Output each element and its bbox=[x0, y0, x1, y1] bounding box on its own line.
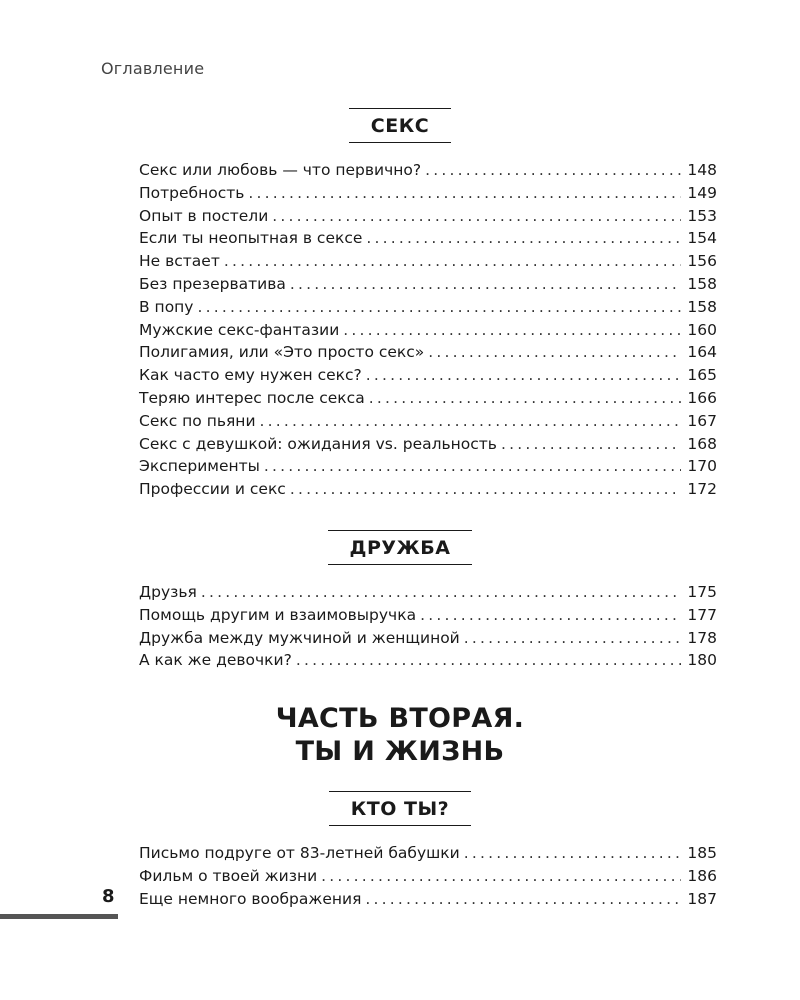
toc-list-friendship bbox=[139, 581, 717, 672]
dot-leader bbox=[290, 273, 681, 296]
dot-leader bbox=[365, 888, 681, 911]
toc-entry-title: Опыт в постели bbox=[139, 206, 269, 225]
dot-leader bbox=[369, 387, 681, 410]
part-title bbox=[0, 702, 800, 768]
toc-entry[interactable] bbox=[139, 842, 717, 865]
toc-entry-title: Секс по пьяни bbox=[139, 411, 256, 430]
dot-leader bbox=[425, 159, 681, 182]
dot-leader bbox=[248, 182, 681, 205]
toc-entry[interactable] bbox=[139, 604, 717, 627]
toc-entry[interactable] bbox=[139, 433, 717, 456]
toc-entry-page: 153 bbox=[687, 206, 717, 225]
toc-entry-title: Секс с девушкой: ожидания vs. реальность bbox=[139, 434, 497, 453]
toc-entry[interactable] bbox=[139, 478, 717, 501]
toc-entry[interactable] bbox=[139, 341, 717, 364]
toc-entry-title: Теряю интерес после секса bbox=[139, 388, 365, 407]
toc-entry[interactable] bbox=[139, 227, 717, 250]
toc-entry-page: 164 bbox=[687, 343, 717, 362]
dot-leader bbox=[260, 410, 681, 433]
toc-entry-title: Еще немного воображения bbox=[139, 889, 362, 908]
toc-entry-title: Помощь другим и взаимовыручка bbox=[139, 605, 417, 624]
page-number: 8 bbox=[102, 886, 115, 907]
dot-leader bbox=[366, 364, 681, 387]
dot-leader bbox=[343, 319, 681, 342]
toc-entry-page: 158 bbox=[687, 274, 717, 293]
toc-entry-page: 175 bbox=[687, 583, 717, 601]
toc-entry-title: Секс или любовь — что первично? bbox=[139, 161, 422, 179]
toc-entry[interactable] bbox=[139, 296, 717, 319]
toc-entry[interactable] bbox=[139, 319, 717, 342]
section-heading-sex bbox=[0, 108, 800, 143]
toc-entry-page: 156 bbox=[687, 252, 717, 271]
toc-entry[interactable] bbox=[139, 182, 717, 205]
dot-leader bbox=[272, 205, 681, 228]
dot-leader bbox=[420, 604, 681, 627]
toc-entry-title: Письмо подруге от 83-летней бабушки bbox=[139, 844, 460, 862]
section-heading-friendship bbox=[0, 530, 800, 565]
toc-entry-page: 160 bbox=[687, 320, 717, 339]
section-heading-label: ДРУЖБА bbox=[328, 530, 473, 565]
dot-leader bbox=[264, 455, 681, 478]
section-heading-label: СЕКС bbox=[349, 108, 451, 143]
dot-leader bbox=[366, 227, 681, 250]
toc-entry[interactable] bbox=[139, 273, 717, 296]
toc-entry-page: 185 bbox=[687, 844, 717, 862]
toc-entry-title: Эксперименты bbox=[139, 457, 260, 476]
page-number-bar bbox=[0, 914, 118, 919]
toc-entry[interactable] bbox=[139, 159, 717, 182]
toc-entry-title: Если ты неопытная в сексе bbox=[139, 229, 363, 248]
toc-entry-title: Потребность bbox=[139, 183, 245, 202]
toc-entry-page: 168 bbox=[687, 434, 717, 453]
toc-entry-title: Мужские секс-фантазии bbox=[139, 320, 340, 339]
part-title-line1: ЧАСТЬ ВТОРАЯ. bbox=[275, 703, 525, 734]
toc-entry-title: А как же девочки? bbox=[139, 651, 292, 670]
toc-entry-page: 148 bbox=[687, 161, 717, 179]
toc-entry-title: Без презерватива bbox=[139, 274, 286, 293]
toc-entry[interactable] bbox=[139, 205, 717, 228]
dot-leader bbox=[201, 581, 681, 604]
toc-entry[interactable] bbox=[139, 649, 717, 672]
toc-entry-page: 180 bbox=[687, 651, 717, 670]
dot-leader bbox=[198, 296, 682, 319]
toc-entry[interactable] bbox=[139, 364, 717, 387]
section-heading-who-are-you bbox=[0, 791, 800, 826]
toc-entry-page: 172 bbox=[687, 480, 717, 499]
dot-leader bbox=[321, 865, 681, 888]
toc-entry-page: 166 bbox=[687, 388, 717, 407]
toc-entry[interactable] bbox=[139, 888, 717, 911]
toc-entry-page: 178 bbox=[687, 628, 717, 647]
toc-entry-title: Профессии и секс bbox=[139, 480, 286, 499]
toc-entry[interactable] bbox=[139, 865, 717, 888]
toc-entry[interactable] bbox=[139, 387, 717, 410]
toc-entry-title: Полигамия, или «Это просто секс» bbox=[139, 343, 425, 362]
toc-entry-title: Дружба между мужчиной и женщиной bbox=[139, 628, 460, 647]
toc-entry[interactable] bbox=[139, 627, 717, 650]
running-head: Оглавление bbox=[101, 59, 205, 78]
toc-list-who-are-you bbox=[139, 842, 717, 910]
toc-entry-page: 158 bbox=[687, 297, 717, 316]
toc-entry-title: Друзья bbox=[139, 583, 197, 601]
section-heading-label: КТО ТЫ? bbox=[329, 791, 471, 826]
dot-leader bbox=[501, 433, 681, 456]
dot-leader bbox=[464, 842, 681, 865]
dot-leader bbox=[290, 478, 681, 501]
toc-entry-page: 170 bbox=[687, 457, 717, 476]
dot-leader bbox=[428, 341, 681, 364]
toc-entry-title: Фильм о твоей жизни bbox=[139, 866, 318, 885]
toc-entry-page: 154 bbox=[687, 229, 717, 248]
dot-leader bbox=[224, 250, 681, 273]
toc-entry-title: В попу bbox=[139, 297, 194, 316]
toc-entry-title: Как часто ему нужен секс? bbox=[139, 366, 362, 385]
toc-entry[interactable] bbox=[139, 581, 717, 604]
toc-entry-title: Не встает bbox=[139, 252, 220, 271]
toc-entry-page: 149 bbox=[687, 183, 717, 202]
toc-list-sex bbox=[139, 159, 717, 501]
toc-entry-page: 186 bbox=[687, 866, 717, 885]
dot-leader bbox=[464, 627, 681, 650]
toc-entry[interactable] bbox=[139, 410, 717, 433]
toc-entry-page: 165 bbox=[687, 366, 717, 385]
toc-entry[interactable] bbox=[139, 250, 717, 273]
dot-leader bbox=[296, 649, 681, 672]
toc-entry[interactable] bbox=[139, 455, 717, 478]
toc-entry-page: 177 bbox=[687, 605, 717, 624]
toc-entry-page: 167 bbox=[687, 411, 717, 430]
part-title-line2: ТЫ И ЖИЗНЬ bbox=[295, 736, 505, 767]
toc-entry-page: 187 bbox=[687, 889, 717, 908]
